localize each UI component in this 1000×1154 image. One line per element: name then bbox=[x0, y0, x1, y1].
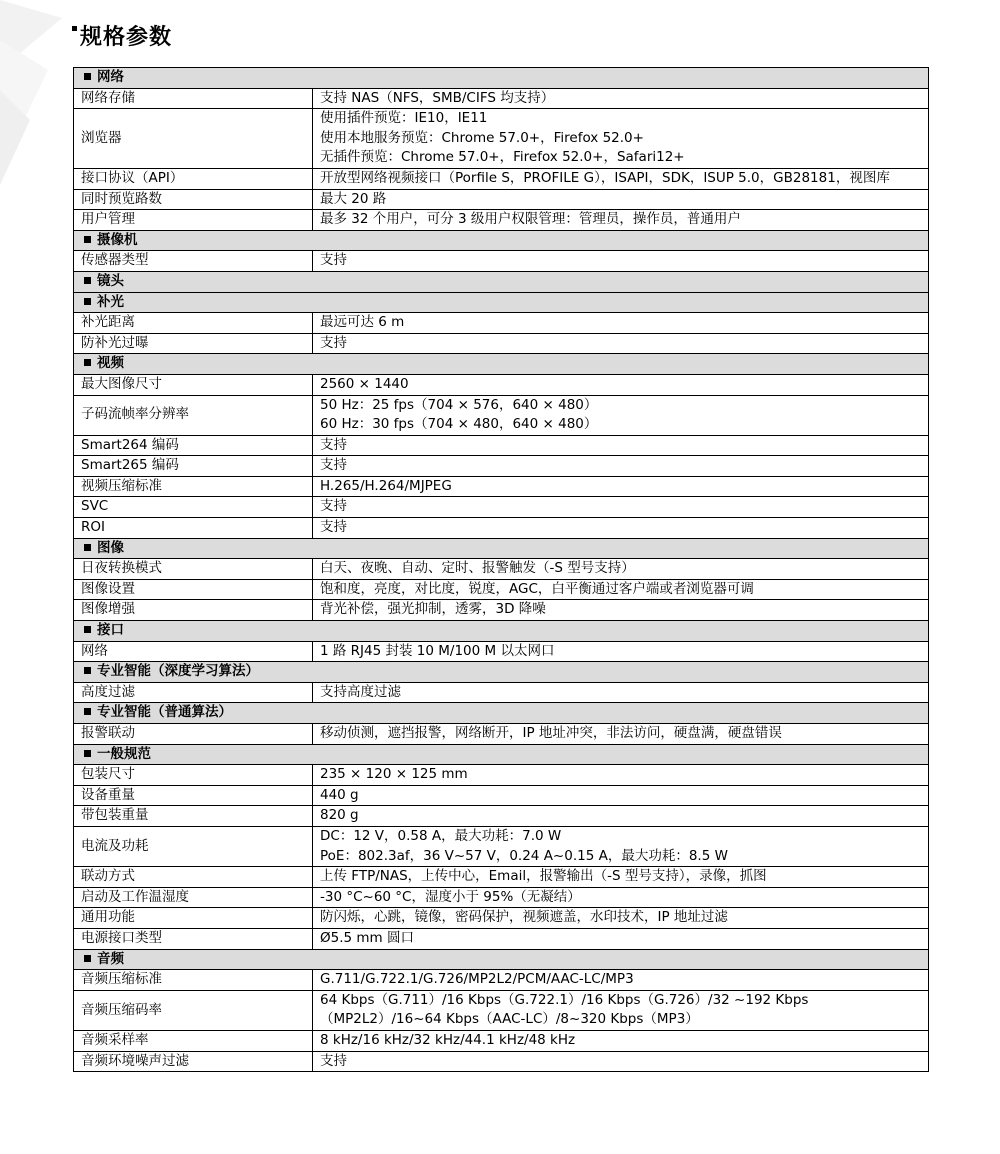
spec-table bbox=[73, 67, 929, 1072]
spec-value bbox=[313, 600, 929, 621]
spec-value-line: 50 Hz：25 fps（704 × 576，640 × 480） bbox=[320, 396, 598, 413]
section-header-cell bbox=[74, 621, 929, 642]
spec-value bbox=[313, 908, 929, 929]
spec-value-line: DC：12 V，0.58 A，最大功耗：7.0 W bbox=[320, 827, 562, 844]
section-header-cell bbox=[74, 703, 929, 724]
spec-value-line: 使用本地服务预览：Chrome 57.0+，Firefox 52.0+ bbox=[320, 129, 644, 146]
spec-value-line: 上传 FTP/NAS，上传中心，Email，报警输出（-S 型号支持），录像，抓图 bbox=[320, 868, 767, 885]
section-header-cell bbox=[74, 538, 929, 559]
spec-value-line: 最多 32 个用户，可分 3 级用户权限管理：管理员，操作员，普通用户 bbox=[320, 211, 741, 228]
table-row bbox=[74, 395, 929, 435]
spec-value bbox=[313, 1051, 929, 1072]
table-row bbox=[74, 928, 929, 949]
table-row bbox=[74, 765, 929, 786]
section-title: 音频 bbox=[97, 950, 124, 967]
spec-value-line: 使用插件预览：IE10，IE11 bbox=[320, 110, 488, 127]
spec-label: 启动及工作温湿度 bbox=[74, 887, 313, 908]
spec-label: 音频采样率 bbox=[74, 1030, 313, 1051]
spec-value-line: 8 kHz/16 kHz/32 kHz/44.1 kHz/48 kHz bbox=[320, 1031, 576, 1048]
spec-label: 网络 bbox=[74, 641, 313, 662]
spec-value bbox=[313, 887, 929, 908]
spec-value-line: G.711/G.722.1/G.726/MP2L2/PCM/AAC-LC/MP3 bbox=[320, 971, 634, 988]
square-bullet-icon bbox=[84, 708, 91, 715]
spec-value-line: 支持高度过滤 bbox=[320, 683, 401, 700]
spec-value bbox=[313, 1030, 929, 1051]
spec-value-line: 白天、夜晚、自动、定时、报警触发（-S 型号支持） bbox=[320, 560, 635, 577]
spec-value-line: 820 g bbox=[320, 807, 359, 824]
section-header-cell bbox=[74, 292, 929, 313]
table-row bbox=[74, 990, 929, 1030]
square-bullet-icon bbox=[84, 277, 91, 284]
square-bullet-icon bbox=[84, 359, 91, 366]
spec-value bbox=[313, 168, 929, 189]
page-title-text: 规格参数 bbox=[80, 25, 173, 50]
spec-value bbox=[313, 867, 929, 888]
spec-label: 报警联动 bbox=[74, 724, 313, 745]
spec-label: 传感器类型 bbox=[74, 251, 313, 272]
spec-value-line: 支持 bbox=[320, 519, 347, 536]
spec-value-line: 支持 bbox=[320, 436, 347, 453]
section-header bbox=[74, 703, 929, 724]
spec-value bbox=[313, 210, 929, 231]
table-row bbox=[74, 600, 929, 621]
table-row bbox=[74, 641, 929, 662]
spec-value-line: 64 Kbps（G.711）/16 Kbps（G.722.1）/16 Kbps（G.726）/32 ~192 Kbps（MP2L2）/16~64 Kbps（AAC-LC）/8~320 Kbps（MP3） bbox=[320, 991, 809, 1028]
spec-value bbox=[313, 456, 929, 477]
table-row bbox=[74, 456, 929, 477]
spec-value bbox=[313, 826, 929, 866]
spec-value-line: 440 g bbox=[320, 786, 359, 803]
section-title: 接口 bbox=[97, 622, 124, 639]
spec-label: 用户管理 bbox=[74, 210, 313, 231]
spec-value-line: PoE：802.3af，36 V~57 V，0.24 A~0.15 A，最大功耗：8.5 W bbox=[320, 847, 728, 864]
square-bullet-icon bbox=[84, 544, 91, 551]
spec-label: 图像设置 bbox=[74, 579, 313, 600]
spec-label: 补光距离 bbox=[74, 313, 313, 334]
spec-value bbox=[313, 559, 929, 580]
spec-value bbox=[313, 374, 929, 395]
spec-value bbox=[313, 88, 929, 109]
spec-value bbox=[313, 765, 929, 786]
spec-value bbox=[313, 497, 929, 518]
section-title: 图像 bbox=[97, 539, 124, 556]
spec-label: 带包装重量 bbox=[74, 806, 313, 827]
spec-value bbox=[313, 641, 929, 662]
spec-value-line: 最大 20 路 bbox=[320, 190, 387, 207]
spec-label: 浏览器 bbox=[74, 109, 313, 169]
spec-label: 包装尺寸 bbox=[74, 765, 313, 786]
section-header-cell bbox=[74, 68, 929, 89]
table-row bbox=[74, 109, 929, 169]
table-row bbox=[74, 1030, 929, 1051]
table-row bbox=[74, 189, 929, 210]
spec-value-line: 防闪烁，心跳，镜像，密码保护，视频遮盖，水印技术，IP 地址过滤 bbox=[320, 909, 728, 926]
spec-label: 接口协议（API） bbox=[74, 168, 313, 189]
spec-label: 音频压缩标准 bbox=[74, 970, 313, 991]
spec-value-line: 支持 bbox=[320, 334, 347, 351]
spec-value bbox=[313, 476, 929, 497]
spec-value bbox=[313, 724, 929, 745]
section-title: 摄像机 bbox=[97, 231, 138, 248]
spec-value-line: 背光补偿，强光抑制，透雾，3D 降噪 bbox=[320, 601, 546, 618]
spec-label: 高度过滤 bbox=[74, 682, 313, 703]
spec-value bbox=[313, 990, 929, 1030]
spec-value-line: 无插件预览：Chrome 57.0+，Firefox 52.0+，Safari12+ bbox=[320, 149, 685, 166]
spec-label: 子码流帧率分辨率 bbox=[74, 395, 313, 435]
spec-label: 电流及功耗 bbox=[74, 826, 313, 866]
spec-label: 日夜转换模式 bbox=[74, 559, 313, 580]
table-row bbox=[74, 806, 929, 827]
table-row bbox=[74, 785, 929, 806]
section-header bbox=[74, 744, 929, 765]
table-row bbox=[74, 435, 929, 456]
square-bullet-icon bbox=[84, 73, 91, 80]
section-title: 视频 bbox=[97, 355, 124, 372]
section-header bbox=[74, 949, 929, 970]
spec-label: SVC bbox=[74, 497, 313, 518]
square-bullet-icon bbox=[84, 955, 91, 962]
spec-value bbox=[313, 928, 929, 949]
spec-value bbox=[313, 518, 929, 539]
section-header-cell bbox=[74, 744, 929, 765]
spec-label: 设备重量 bbox=[74, 785, 313, 806]
spec-label: 同时预览路数 bbox=[74, 189, 313, 210]
spec-value-line: 移动侦测，遮挡报警，网络断开，IP 地址冲突，非法访问，硬盘满，硬盘错误 bbox=[320, 725, 782, 741]
spec-value bbox=[313, 806, 929, 827]
section-header-cell bbox=[74, 949, 929, 970]
square-bullet-icon bbox=[84, 236, 91, 243]
spec-value-line: -30 °C~60 °C，湿度小于 95%（无凝结） bbox=[320, 888, 581, 905]
table-row bbox=[74, 497, 929, 518]
table-row bbox=[74, 333, 929, 354]
square-bullet-icon bbox=[84, 667, 91, 674]
table-row bbox=[74, 313, 929, 334]
spec-value-line: 支持 bbox=[320, 498, 347, 515]
spec-label: 最大图像尺寸 bbox=[74, 374, 313, 395]
table-row bbox=[74, 88, 929, 109]
spec-label: 电源接口类型 bbox=[74, 928, 313, 949]
spec-value bbox=[313, 435, 929, 456]
spec-value-line: 235 × 120 × 125 mm bbox=[320, 766, 468, 783]
section-header bbox=[74, 662, 929, 683]
table-row bbox=[74, 908, 929, 929]
spec-label: 视频压缩标准 bbox=[74, 476, 313, 497]
spec-value-line: 支持 bbox=[320, 457, 347, 474]
spec-label: 网络存储 bbox=[74, 88, 313, 109]
section-title: 补光 bbox=[97, 293, 124, 310]
square-bullet-icon bbox=[84, 626, 91, 633]
spec-label: Smart265 编码 bbox=[74, 456, 313, 477]
title-bullet-icon bbox=[72, 26, 77, 31]
page-title bbox=[72, 20, 172, 51]
spec-label: Smart264 编码 bbox=[74, 435, 313, 456]
spec-value-line: 最远可达 6 m bbox=[320, 314, 405, 331]
table-row bbox=[74, 867, 929, 888]
table-row bbox=[74, 210, 929, 231]
spec-value-line: 1 路 RJ45 封装 10 M/100 M 以太网口 bbox=[320, 642, 555, 659]
table-row bbox=[74, 682, 929, 703]
table-row bbox=[74, 579, 929, 600]
spec-label: ROI bbox=[74, 518, 313, 539]
section-title: 镜头 bbox=[97, 272, 124, 289]
spec-label: 通用功能 bbox=[74, 908, 313, 929]
table-row bbox=[74, 970, 929, 991]
spec-value-line: 饱和度，亮度，对比度，锐度，AGC，白平衡通过客户端或者浏览器可调 bbox=[320, 580, 754, 597]
table-row bbox=[74, 559, 929, 580]
spec-value-line: 开放型网络视频接口（Porfile S，PROFILE G），ISAPI，SDK，ISUP 5.0，GB28181，视图库 bbox=[320, 169, 890, 186]
section-header bbox=[74, 271, 929, 292]
section-title: 一般规范 bbox=[97, 745, 151, 762]
spec-value bbox=[313, 785, 929, 806]
section-header bbox=[74, 621, 929, 642]
spec-value bbox=[313, 579, 929, 600]
section-header bbox=[74, 538, 929, 559]
spec-value-line: H.265/H.264/MJPEG bbox=[320, 477, 452, 494]
spec-label: 音频环境噪声过滤 bbox=[74, 1051, 313, 1072]
spec-label: 防补光过曝 bbox=[74, 333, 313, 354]
table-row bbox=[74, 476, 929, 497]
spec-label: 图像增强 bbox=[74, 600, 313, 621]
spec-value bbox=[313, 313, 929, 334]
spec-value bbox=[313, 682, 929, 703]
section-title: 专业智能（普通算法） bbox=[97, 704, 232, 721]
spec-label: 联动方式 bbox=[74, 867, 313, 888]
spec-value-line: 支持 NAS（NFS，SMB/CIFS 均支持） bbox=[320, 89, 555, 106]
spec-value bbox=[313, 251, 929, 272]
spec-value bbox=[313, 970, 929, 991]
section-header-cell bbox=[74, 271, 929, 292]
table-row bbox=[74, 251, 929, 272]
section-title: 网络 bbox=[97, 69, 124, 85]
spec-value bbox=[313, 333, 929, 354]
section-header-cell bbox=[74, 230, 929, 251]
section-header bbox=[74, 68, 929, 89]
section-title: 专业智能（深度学习算法） bbox=[97, 663, 259, 680]
table-row bbox=[74, 826, 929, 866]
section-header bbox=[74, 230, 929, 251]
spec-value-line: Ø5.5 mm 圆口 bbox=[320, 929, 414, 946]
square-bullet-icon bbox=[84, 750, 91, 757]
table-row bbox=[74, 1051, 929, 1072]
table-row bbox=[74, 518, 929, 539]
table-row bbox=[74, 887, 929, 908]
section-header-cell bbox=[74, 662, 929, 683]
spec-label: 音频压缩码率 bbox=[74, 990, 313, 1030]
spec-value-line: 60 Hz：30 fps（704 × 480，640 × 480） bbox=[320, 416, 598, 433]
spec-value-line: 支持 bbox=[320, 1052, 347, 1069]
spec-value bbox=[313, 189, 929, 210]
table-row bbox=[74, 168, 929, 189]
table-row bbox=[74, 374, 929, 395]
section-header bbox=[74, 292, 929, 313]
spec-value-line: 2560 × 1440 bbox=[320, 375, 409, 392]
section-header bbox=[74, 354, 929, 375]
spec-value bbox=[313, 109, 929, 169]
spec-value-line: 支持 bbox=[320, 252, 347, 269]
section-header-cell bbox=[74, 354, 929, 375]
corner-decoration bbox=[0, 0, 80, 190]
table-row bbox=[74, 724, 929, 745]
square-bullet-icon bbox=[84, 298, 91, 305]
spec-value bbox=[313, 395, 929, 435]
